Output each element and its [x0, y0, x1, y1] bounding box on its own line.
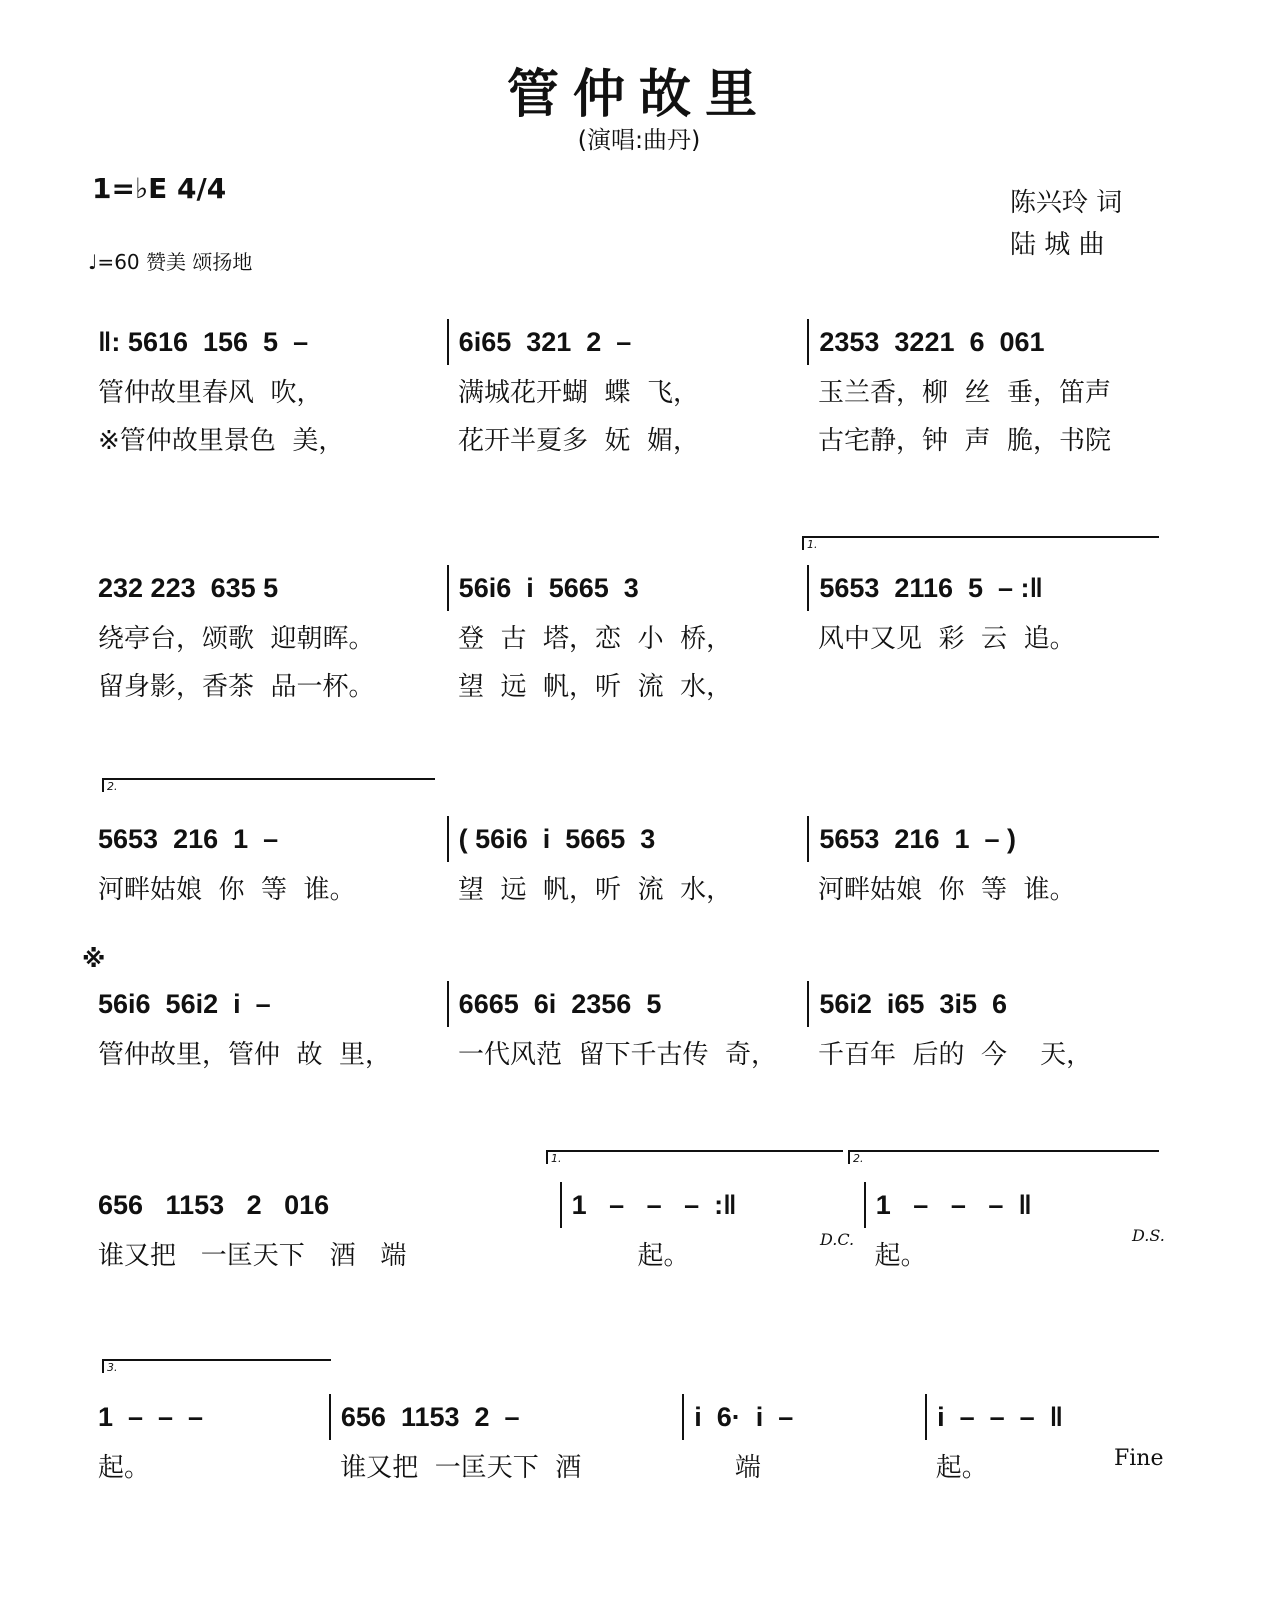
lyric: 登 古 塔，恋 小 桥，	[458, 623, 733, 654]
measure: 232 223 635 5	[98, 572, 279, 603]
lyric: 管仲故里，管仲 故 里，	[98, 1039, 392, 1070]
volta-3: 3.	[102, 1359, 331, 1373]
lyric: 风中又见 彩 云 追。	[818, 623, 1076, 654]
singer: (演唱:曲丹)	[577, 126, 701, 154]
volta-2: 2.	[102, 778, 435, 792]
lyric: 起。	[874, 1240, 927, 1271]
lyric: 谁又把 一匡天下 酒	[340, 1452, 582, 1483]
measure: 56i6 i 5665 3	[447, 565, 808, 611]
lyric: 花开半夏多 妩 媚，	[458, 425, 700, 456]
score-line-6	[88, 1393, 1168, 1489]
measure: 1 – – –	[98, 1401, 204, 1432]
lyric: 留身影，香茶 品一杯。	[98, 671, 375, 702]
measure: 5653 216 1 – )	[807, 816, 1168, 862]
lyric: 河畔姑娘 你 等 谁。	[98, 874, 356, 905]
volta-2: 2.	[848, 1150, 1159, 1164]
dc-marking: D.C.	[820, 1230, 855, 1249]
ds-marking: D.S.	[1132, 1226, 1165, 1245]
composer: 陆 城 曲	[1010, 230, 1105, 260]
lyric: 一代风范 留下千古传 奇，	[458, 1039, 778, 1070]
lyric: 绕亭台，颂歌 迎朝晖。	[98, 623, 375, 654]
lyric: 起。	[935, 1452, 988, 1483]
measure: 1 – – – :‖	[560, 1182, 864, 1228]
lyric: 起。	[98, 1452, 151, 1483]
measure: 2353 3221 6 061	[807, 319, 1168, 365]
lyric: ※管仲故里景色 美，	[98, 425, 345, 456]
lyric: 满城花开蝴 蝶 飞，	[458, 377, 700, 408]
lyric: 千百年 后的 今 天，	[818, 1039, 1093, 1070]
lyric: 望 远 帆，听 流 水，	[458, 671, 733, 702]
fine-marking: Fine	[1114, 1446, 1164, 1471]
lyric: 起。	[571, 1240, 690, 1271]
measure: ‖: 5616 156 5 –	[98, 326, 309, 357]
volta-1: 1.	[802, 536, 1159, 550]
lyric: 古宅静，钟 声 脆，书院	[818, 425, 1112, 456]
score-line-1	[88, 318, 1168, 462]
lyric: 河畔姑娘 你 等 谁。	[818, 874, 1076, 905]
lyric: 玉兰香，柳 丝 垂，笛声	[818, 377, 1112, 408]
segno-sign: ※	[82, 945, 106, 973]
credits	[1010, 182, 1122, 266]
measure: 6i65 321 2 –	[447, 319, 808, 365]
key-signature: 1=♭E 4/4	[92, 172, 227, 205]
song-title: 管仲故里	[506, 64, 771, 125]
tempo-marking: ♩=60 赞美 颂扬地	[88, 250, 253, 274]
lyric: 望 远 帆，听 流 水，	[458, 874, 733, 905]
score-line-5	[88, 1181, 1168, 1277]
measure: 5653 216 1 –	[98, 823, 279, 854]
measure: ( 56i6 i 5665 3	[447, 816, 808, 862]
score-line-4	[88, 980, 1168, 1076]
measure: 656 1153 2 016	[98, 1189, 330, 1220]
lyric: 谁又把 一匡天下 酒 端	[98, 1240, 407, 1271]
score-line-2	[88, 564, 1168, 708]
measure: 6665 6i 2356 5	[447, 981, 808, 1027]
measure: 656 1153 2 –	[329, 1394, 682, 1440]
measure: 56i2 i65 3i5 6	[807, 981, 1168, 1027]
measure: i – – – ‖	[925, 1394, 1168, 1440]
measure: 56i6 56i2 i –	[98, 988, 271, 1019]
lyricist: 陈兴玲 词	[1010, 188, 1123, 218]
volta-1: 1.	[546, 1150, 843, 1164]
measure: 1 – – – ‖	[864, 1182, 1168, 1228]
measure: 5653 2116 5 – :‖	[807, 565, 1168, 611]
score-line-3	[88, 815, 1168, 911]
measure: i 6· i –	[682, 1394, 925, 1440]
lyric: 管仲故里春风 吹，	[98, 377, 323, 408]
lyric: 端	[693, 1452, 761, 1483]
